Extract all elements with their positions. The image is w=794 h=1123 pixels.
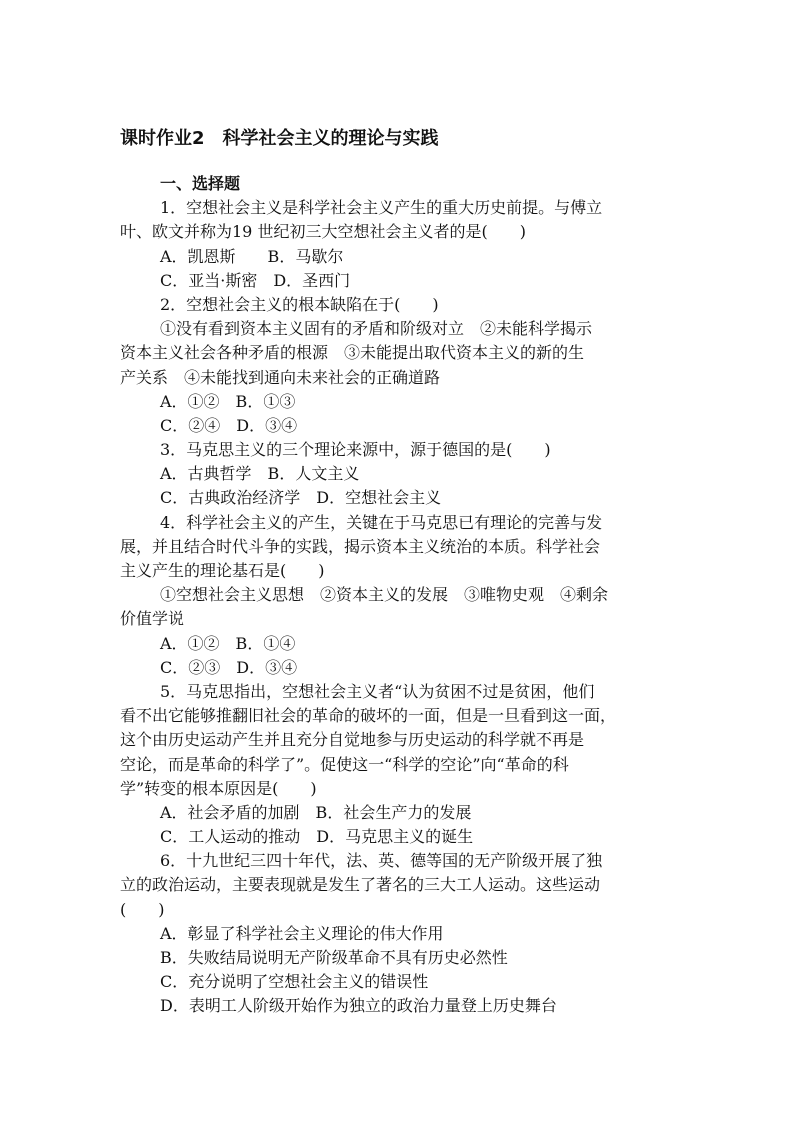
question-1-line-1: 1．空想社会主义是科学社会主义产生的重大历史前提。与傅立 <box>160 198 603 218</box>
question-5-line-3: 这个由历史运动产生并且充分自觉地参与历史运动的科学就不再是 <box>120 730 585 750</box>
question-1-line-2: 叶、欧文并称为19 世纪初三大空想社会主义者的是( ) <box>120 222 526 242</box>
question-2-line-4: 产关系 ④未能找到通向未来社会的正确道路 <box>120 367 441 387</box>
question-2-line-1: 2．空想社会主义的根本缺陷在于( ) <box>160 294 439 314</box>
question-4-line-5: 价值学说 <box>120 609 185 629</box>
question-2-options-ab: A．①② B．①③ <box>160 391 296 411</box>
question-6-line-3: ( ) <box>120 899 165 919</box>
question-4-line-1: 4．科学社会主义的产生，关键在于马克思已有理论的完善与发 <box>160 512 603 532</box>
question-4-line-4: ①空想社会主义思想 ②资本主义的发展 ③唯物史观 ④剩余 <box>160 585 609 605</box>
question-5-line-5: 学”转变的根本原因是( ) <box>120 778 317 798</box>
question-6-line-1: 6．十九世纪三四十年代，法、英、德等国的无产阶级开展了独 <box>160 851 603 871</box>
question-6-line-2: 立的政治运动，主要表现就是发生了著名的三大工人运动。这些运动 <box>120 875 601 895</box>
question-4-options-ab: A．①② B．①④ <box>160 633 296 653</box>
question-4-line-2: 展，并且结合时代斗争的实践，揭示资本主义统治的本质。科学社会 <box>120 536 601 556</box>
question-2-options-cd: C．②④ D．③④ <box>160 415 298 435</box>
section-heading: 一、选择题 <box>160 174 241 193</box>
question-4-options-cd: C．②③ D．③④ <box>160 657 298 677</box>
document-body <box>120 172 680 1019</box>
question-6-option-a: A．彰显了科学社会主义理论的伟大作用 <box>160 923 444 943</box>
question-6-option-d: D．表明工人阶级开始作为独立的政治力量登上历史舞台 <box>160 996 557 1016</box>
question-3-line-1: 3．马克思主义的三个理论来源中，源于德国的是( ) <box>160 440 551 460</box>
question-5-options-cd: C．工人运动的推动 D．马克思主义的诞生 <box>160 827 474 847</box>
question-4-line-3: 主义产生的理论基石是( ) <box>120 561 325 580</box>
question-5-options-ab: A．社会矛盾的加剧 B．社会生产力的发展 <box>160 802 472 822</box>
question-6-option-c: C．充分说明了空想社会主义的错误性 <box>160 972 429 992</box>
question-3-options-cd: C．古典政治经济学 D．空想社会主义 <box>160 488 442 508</box>
question-5-line-1: 5．马克思指出，空想社会主义者“认为贫困不过是贫困，他们 <box>160 681 595 701</box>
question-1-options-cd: C．亚当·斯密 D．圣西门 <box>160 270 351 290</box>
question-5-line-2: 看不出它能够推翻旧社会的革命的破坏的一面，但是一旦看到这一面， <box>120 706 617 726</box>
question-2-line-3: 资本主义社会各种矛盾的根源 ③未能提出取代资本主义的新的生 <box>120 343 585 363</box>
question-1-options-ab: A．凯恩斯 B．马歇尔 <box>160 246 344 266</box>
page-title: 课时作业2 科学社会主义的理论与实践 <box>120 128 439 149</box>
question-2-line-2: ①没有看到资本主义固有的矛盾和阶级对立 ②未能科学揭示 <box>160 319 593 339</box>
question-5-line-4: 空论，而是革命的科学了”。促使这一“科学的空论”向“革命的科 <box>120 754 569 774</box>
question-3-options-ab: A．古典哲学 B．人文主义 <box>160 464 360 484</box>
question-6-option-b: B．失败结局说明无产阶级革命不具有历史必然性 <box>160 948 508 967</box>
